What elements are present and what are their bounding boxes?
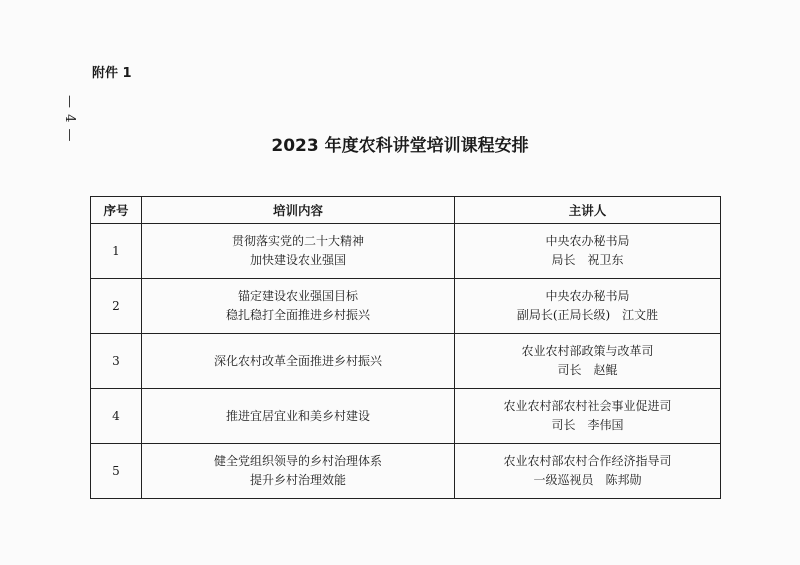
content-line: 健全党组织领导的乡村治理体系 — [213, 454, 382, 468]
speaker-org: 农业农村部农村社会事业促进司 — [503, 399, 672, 413]
row-speaker — [455, 334, 721, 389]
table-row — [91, 444, 721, 499]
content-line: 推进宜居宜业和美乡村建设 — [225, 408, 370, 423]
table-row — [91, 279, 721, 334]
row-speaker — [455, 279, 721, 334]
table-row — [91, 224, 721, 279]
speaker-org: 农业农村部农村合作经济指导司 — [503, 454, 672, 468]
header-content: 培训内容 — [142, 197, 455, 224]
table-row — [91, 334, 721, 389]
page-number: — 4 — — [62, 95, 77, 143]
table-row — [91, 389, 721, 444]
row-number: 1 — [91, 224, 142, 279]
header-number: 序号 — [91, 197, 142, 224]
content-line: 加快建设农业强国 — [249, 253, 346, 267]
row-content — [142, 444, 455, 499]
row-content — [142, 334, 455, 389]
schedule-table — [90, 196, 721, 499]
speaker-name: 司长 李伟国 — [551, 418, 624, 432]
speaker-name: 局长 祝卫东 — [551, 253, 624, 267]
content-line: 锚定建设农业强国目标 — [237, 289, 358, 303]
content-line: 提升乡村治理效能 — [249, 473, 346, 487]
row-number: 4 — [91, 389, 142, 444]
row-content — [142, 224, 455, 279]
row-content — [142, 279, 455, 334]
content-line: 深化农村改革全面推进乡村振兴 — [213, 353, 382, 368]
row-number: 2 — [91, 279, 142, 334]
attachment-label: 附件 1 — [92, 66, 132, 81]
row-speaker — [455, 444, 721, 499]
speaker-org: 中央农办秘书局 — [545, 289, 630, 303]
header-speaker: 主讲人 — [455, 197, 721, 224]
row-content — [142, 389, 455, 444]
row-speaker — [455, 224, 721, 279]
speaker-org: 中央农办秘书局 — [545, 234, 630, 248]
content-line: 贯彻落实党的二十大精神 — [231, 234, 364, 248]
row-number: 3 — [91, 334, 142, 389]
speaker-org: 农业农村部政策与改革司 — [521, 344, 654, 358]
table-header-row — [91, 197, 721, 224]
speaker-name: 副局长(正局长级) 江文胜 — [516, 308, 659, 322]
row-speaker — [455, 389, 721, 444]
content-line: 稳扎稳打全面推进乡村振兴 — [225, 308, 370, 322]
document-title: 2023 年度农科讲堂培训课程安排 — [271, 136, 529, 156]
speaker-name: 一级巡视员 陈邦勋 — [533, 473, 642, 487]
speaker-name: 司长 赵鲲 — [557, 363, 618, 377]
row-number: 5 — [91, 444, 142, 499]
